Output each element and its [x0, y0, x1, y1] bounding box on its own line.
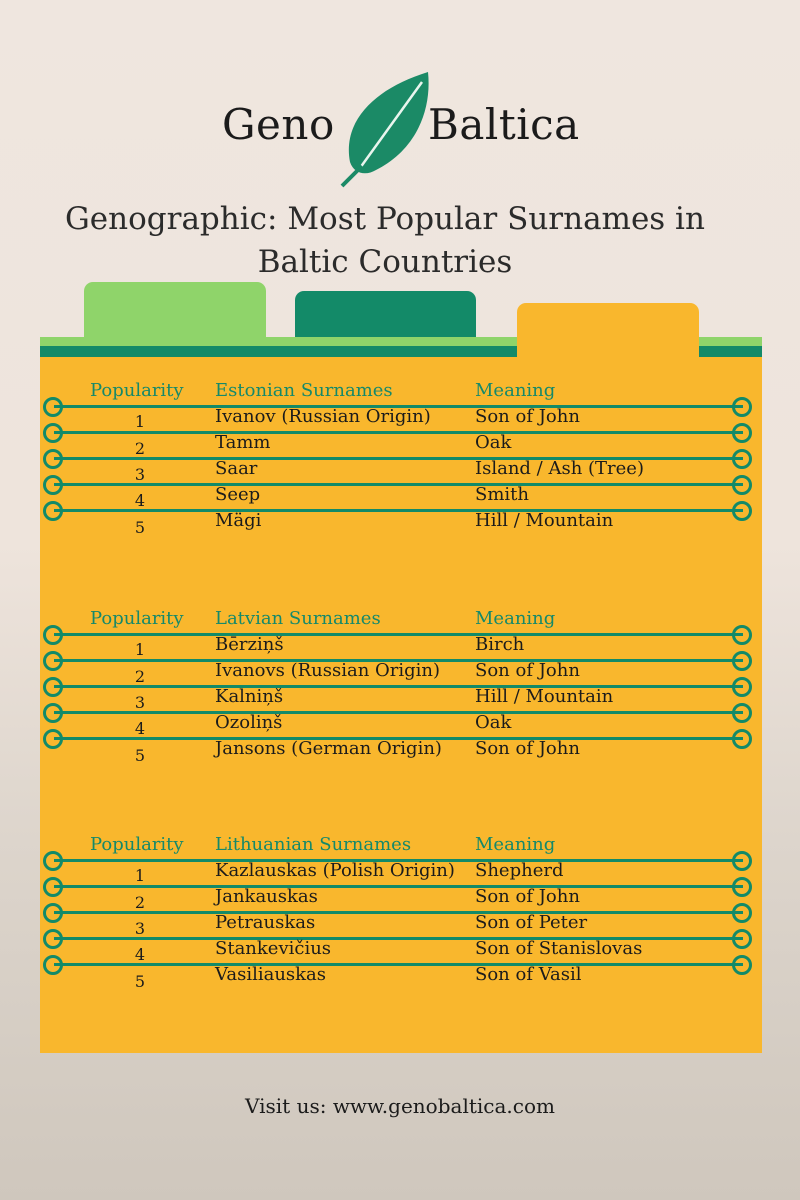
surname-cell: Saar: [215, 458, 258, 479]
meaning-cell: Shepherd: [475, 860, 564, 881]
rank-number: 1: [134, 866, 146, 885]
rank-number: 5: [134, 972, 146, 991]
table-row: [0, 938, 800, 964]
surname-cell: Seep: [215, 484, 261, 505]
footer-link[interactable]: Visit us: www.genobaltica.com: [245, 1094, 555, 1118]
surname-table: [0, 608, 800, 768]
meaning-cell: Son of John: [475, 406, 580, 427]
page-title: [0, 198, 770, 284]
surname-cell: Ozoliņš: [215, 712, 283, 733]
header-popularity: Popularity: [90, 608, 184, 629]
surname-table: [0, 380, 800, 540]
table-row: [0, 712, 800, 738]
title-line-2: Baltic Countries: [257, 244, 513, 280]
surname-cell: Mägi: [215, 510, 262, 531]
title-line-1: Genographic: Most Popular Surnames in: [65, 201, 705, 237]
meaning-cell: Son of Vasil: [475, 964, 582, 985]
surname-cell: Ivanov (Russian Origin): [215, 406, 431, 427]
rank-number: 4: [134, 719, 146, 738]
rank-number: 5: [134, 746, 146, 765]
rank-number: 5: [134, 518, 146, 537]
surname-cell: Stankevičius: [215, 938, 332, 959]
rank-number: 2: [134, 439, 146, 458]
table-row: [0, 964, 800, 990]
rank-number: 2: [134, 893, 146, 912]
table-row: [0, 886, 800, 912]
meaning-cell: Son of John: [475, 660, 580, 681]
rank-number: 3: [134, 919, 146, 938]
table-row: [0, 686, 800, 712]
logo-text-right: Baltica: [428, 100, 580, 149]
table-row: [0, 484, 800, 510]
header-surnames: Lithuanian Surnames: [215, 834, 412, 855]
table-row: [0, 860, 800, 886]
table-row: [0, 634, 800, 660]
rank-number: 4: [134, 491, 146, 510]
meaning-cell: Hill / Mountain: [475, 686, 614, 707]
meaning-cell: Son of Peter: [475, 912, 588, 933]
surname-cell: Ivanovs (Russian Origin): [215, 660, 441, 681]
table-row: [0, 738, 800, 764]
header-surnames: Latvian Surnames: [215, 608, 381, 629]
surname-cell: Jansons (German Origin): [215, 738, 442, 759]
table-row: [0, 912, 800, 938]
header-popularity: Popularity: [90, 380, 184, 401]
meaning-cell: Hill / Mountain: [475, 510, 614, 531]
meaning-cell: Oak: [475, 712, 512, 733]
rank-number: 4: [134, 945, 146, 964]
table-row: [0, 432, 800, 458]
table-row: [0, 510, 800, 536]
meaning-cell: Oak: [475, 432, 512, 453]
rank-number: 3: [134, 693, 146, 712]
meaning-cell: Smith: [475, 484, 529, 505]
leaf-icon: [336, 70, 436, 188]
meaning-cell: Son of John: [475, 738, 580, 759]
meaning-cell: Son of John: [475, 886, 580, 907]
surname-cell: Jankauskas: [215, 886, 318, 907]
rank-number: 3: [134, 465, 146, 484]
rank-number: 1: [134, 640, 146, 659]
rank-number: 1: [134, 412, 146, 431]
header-popularity: Popularity: [90, 834, 184, 855]
meaning-cell: Son of Stanislovas: [475, 938, 643, 959]
surname-cell: Petrauskas: [215, 912, 316, 933]
logo: [0, 70, 800, 190]
table-row: [0, 458, 800, 484]
header-surnames: Estonian Surnames: [215, 380, 393, 401]
surname-cell: Kazlauskas (Polish Origin): [215, 860, 455, 881]
surname-cell: Tamm: [215, 432, 271, 453]
table-row: [0, 406, 800, 432]
meaning-cell: Birch: [475, 634, 525, 655]
surname-cell: Kalniņš: [215, 686, 284, 707]
meaning-cell: Island / Ash (Tree): [475, 458, 644, 479]
header-meaning: Meaning: [475, 608, 556, 629]
surname-table: [0, 834, 800, 994]
surname-cell: Vasiliauskas: [215, 964, 327, 985]
logo-text-left: Geno: [222, 100, 335, 149]
rank-number: 2: [134, 667, 146, 686]
header-meaning: Meaning: [475, 834, 556, 855]
header-meaning: Meaning: [475, 380, 556, 401]
surname-cell: Bērziņš: [215, 634, 284, 655]
table-row: [0, 660, 800, 686]
